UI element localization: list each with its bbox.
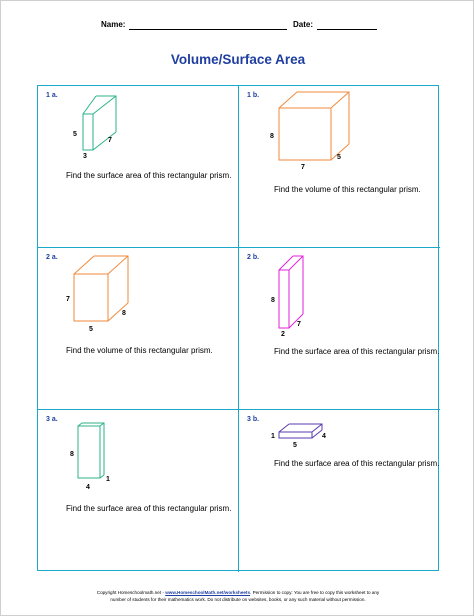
dim-height: 8 (70, 451, 74, 458)
footer-prefix: Copyright Homeschoolmath.net - (96, 590, 166, 595)
dim-depth: 8 (122, 310, 126, 317)
dim-width: 5 (293, 442, 297, 449)
dim-width: 3 (83, 153, 87, 160)
prism-figure-2b (239, 248, 440, 410)
question-text: Find the surface area of this rectangular prism. (274, 347, 440, 356)
prism-figure-1b (239, 86, 440, 248)
prism-figure-2a (38, 248, 239, 410)
prism-figure-3b (239, 410, 440, 572)
date-label: Date: (293, 20, 314, 29)
problem-label: 3 a. (46, 416, 58, 423)
question-text: Find the volume of this rectangular prism. (274, 185, 421, 194)
prism-front-face (279, 270, 289, 328)
dim-depth: 5 (337, 154, 341, 161)
dim-width: 2 (281, 331, 285, 338)
prism-front-face (279, 432, 312, 438)
problem-grid (37, 85, 439, 571)
problem-3b (239, 410, 440, 572)
prism-front-face (74, 274, 108, 321)
worksheets-link[interactable]: www.HomeschoolMath.net/worksheets (165, 590, 251, 595)
copyright-footer (31, 589, 445, 603)
footer-permission: . Permission to copy: You are free to copy this worksheet to any (250, 590, 380, 595)
dim-depth: 4 (322, 433, 326, 440)
problem-label: 3 b. (247, 416, 260, 423)
prism-front-face (83, 114, 93, 150)
dim-depth: 7 (297, 321, 301, 328)
dim-width: 5 (89, 326, 93, 333)
dim-depth: 7 (108, 137, 112, 144)
problem-label: 2 a. (46, 254, 58, 261)
name-field-line[interactable] (129, 21, 287, 30)
problem-2a (38, 248, 239, 410)
question-text: Find the surface area of this rectangular prism. (66, 171, 232, 180)
question-text: Find the surface area of this rectangular prism. (274, 459, 440, 468)
dim-height: 5 (73, 131, 77, 138)
prism-figure-1a (38, 86, 239, 248)
problem-2b (239, 248, 440, 410)
question-text: Find the volume of this rectangular prism. (66, 346, 213, 355)
page-title: Volume/Surface Area (170, 52, 306, 67)
prism-front-face (78, 426, 100, 478)
dim-height: 7 (66, 296, 70, 303)
dim-height: 8 (271, 297, 275, 304)
date-field-line[interactable] (317, 21, 377, 30)
dim-depth: 1 (106, 476, 110, 483)
dim-width: 4 (86, 484, 90, 491)
problem-label: 1 a. (46, 92, 58, 99)
problem-1b (239, 86, 440, 248)
dim-width: 7 (301, 164, 305, 171)
problem-1a (38, 86, 239, 248)
prism-figure-3a (38, 410, 239, 572)
problem-3a (38, 410, 239, 572)
name-label: Name: (101, 20, 126, 29)
problem-label: 2 b. (247, 254, 260, 261)
dim-height: 8 (270, 133, 274, 140)
dim-height: 1 (271, 433, 275, 440)
prism-front-face (279, 108, 331, 160)
footer-line2: number of students for their mathematics work. Do not distribute on websites, books, or any such material without permission. (110, 597, 366, 602)
question-text: Find the surface area of this rectangular prism. (66, 504, 232, 513)
problem-label: 1 b. (247, 92, 260, 99)
